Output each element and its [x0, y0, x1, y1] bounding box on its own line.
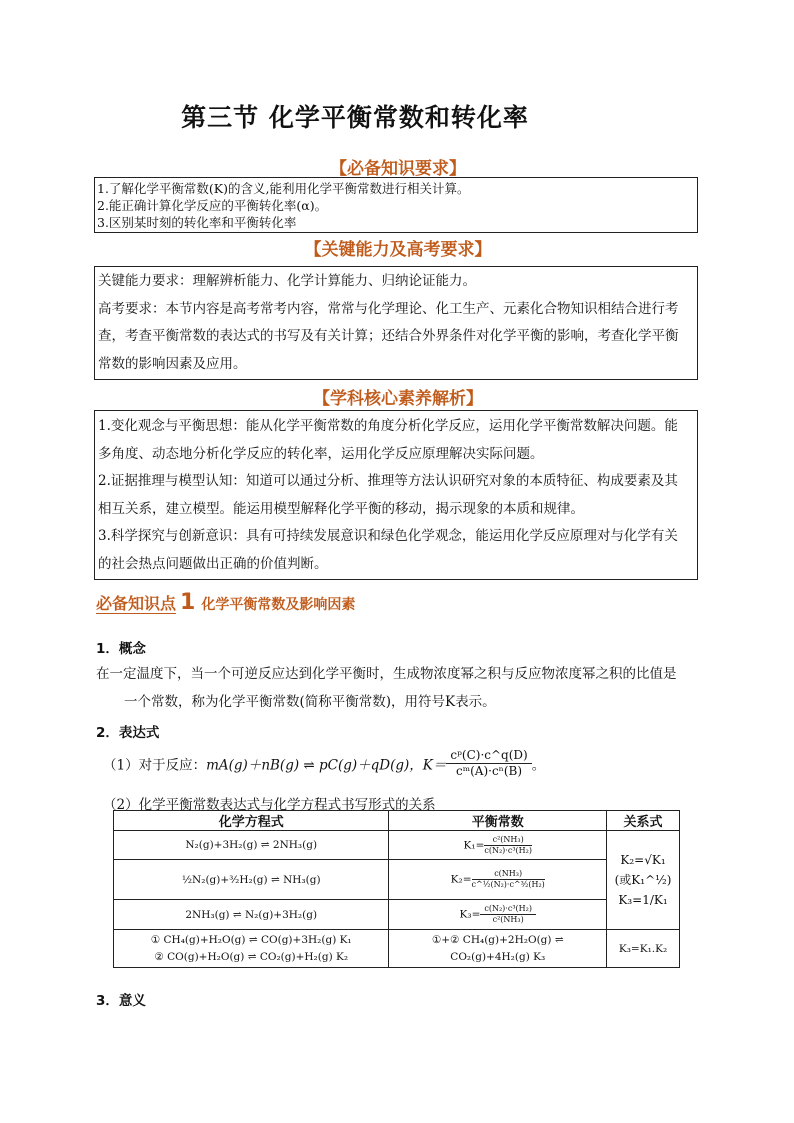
constant-cell: [389, 900, 607, 930]
equation-line: ② CO(g)+H₂O(g) ⇌ CO₂(g)+H₂(g) K₂: [154, 950, 349, 963]
literacy-line: 3.科学探究与创新意识：具有可持续发展意识和绿色化学观念，能运用化学反应原理对与化学有关: [98, 528, 678, 544]
knowledge-point-title: 化学平衡常数及影响因素: [201, 597, 356, 613]
constant-cell: [389, 930, 607, 968]
k-label: K₁=: [463, 839, 485, 851]
k-fraction: [446, 748, 531, 779]
ability-line: 查，考查平衡常数的表达式的书写及有关计算；还结合外界条件对化学平衡的影响，考查化学平衡: [98, 328, 679, 344]
literacy-line: 2.证据推理与模型认知：知道可以通过分析、推理等方法认识研究对象的本质特征、构成要素及其: [98, 473, 678, 489]
expression-reaction: mA(g)＋nB(g) ⇌ pC(g)＋qD(g)，K＝: [206, 757, 447, 774]
k-label: K₃=: [459, 908, 481, 921]
ability-line: 关键能力要求：理解辨析能力、化学计算能力、归纳论证能力。: [98, 273, 476, 289]
constant-cell: [389, 831, 607, 860]
k-denominator: c²(NH₃): [492, 915, 524, 924]
equation-line: ①+② CH₄(g)+2H₂O(g) ⇌: [431, 933, 564, 946]
section-heading-ability: 【关键能力及高考要求】: [304, 240, 492, 260]
ability-box: [94, 266, 698, 380]
k-denominator: c(N₂)·c³(H₂): [484, 845, 532, 855]
concept-heading: 1．概念: [96, 641, 146, 657]
expression-formula: （1）对于反应：mA(g)＋nB(g) ⇌ pC(g)＋qD(g)，K＝ $\frac{\text{cᵖ(C)·c\textasciicircum{}q(D)}}{\text{cᵐ(A)·cⁿ(B)}}$ 。: [103, 748, 546, 778]
expression-heading: 2．表达式: [96, 725, 160, 741]
concept-text-line2: 一个常数，称为化学平衡常数(简称平衡常数)，用符号K表示。: [124, 694, 496, 710]
relation-line: K₂=√K₁: [620, 853, 666, 867]
constant-cell: [389, 860, 607, 900]
relation-cell: [607, 831, 680, 930]
knowledge-line: 2.能正确计算化学反应的平衡转化率(α)。: [97, 198, 328, 213]
k-fraction: [472, 869, 545, 890]
meaning-heading: 3．意义: [96, 993, 146, 1009]
knowledge-line: 3.区别某时刻的转化率和平衡转化率: [97, 215, 297, 230]
relation-cell: K₃=K₁.K₂: [607, 930, 680, 968]
literacy-line: 相互关系，建立模型。能运用模型解释化学平衡的移动，揭示现象的本质和规律。: [98, 500, 584, 517]
knowledge-point-number: 1: [180, 590, 196, 615]
table-header: 关系式: [607, 811, 680, 831]
k-label: K₂=: [450, 873, 472, 886]
k-denominator: cᵐ(A)·cⁿ(B): [456, 764, 523, 778]
expression-item2: （2）化学平衡常数表达式与化学方程式书写形式的关系: [103, 797, 436, 813]
k-denominator: c^½(N₂)·c^³⁄₂(H₂): [471, 880, 545, 889]
section-heading-knowledge: 【必备知识要求】: [330, 159, 466, 179]
equation-cell: [114, 930, 389, 968]
literacy-line: 多角度、动态地分析化学反应的转化率，运用化学反应原理解决实际问题。: [98, 445, 544, 462]
ability-line: 常数的影响因素及应用。: [98, 355, 247, 372]
literacy-box: [94, 410, 698, 580]
k-fraction: [480, 904, 536, 925]
equation-cell: 2NH₃(g) ⇌ N₂(g)+3H₂(g): [114, 900, 389, 930]
relation-line: K₃=1/K₁: [618, 893, 668, 907]
table-row: [114, 930, 680, 968]
equation-cell: N₂(g)+3H₂(g) ⇌ 2NH₃(g): [114, 831, 389, 860]
k-numerator: cᵖ(C)·c^q(D): [446, 748, 531, 764]
k-fraction: [484, 835, 532, 856]
constant-table: [113, 810, 680, 968]
knowledge-point-heading: [96, 590, 355, 615]
ability-line: 高考要求：本节内容是高考常考内容，常常与化学理论、化工生产、元素化合物知识相结合进行考: [98, 300, 679, 317]
table-row: [114, 860, 680, 900]
literacy-line: 1.变化观念与平衡思想：能从化学平衡常数的角度分析化学反应，运用化学平衡常数解决问题。能: [98, 418, 678, 434]
equation-line: CO₂(g)+4H₂(g) K₃: [450, 950, 546, 963]
k-numerator: c(N₂)·c³(H₂): [480, 904, 536, 915]
k-numerator: c(NH₃): [472, 869, 545, 880]
equation-cell: ½N₂(g)+³⁄₂H₂(g) ⇌ NH₃(g): [114, 860, 389, 900]
equation-line: ① CH₄(g)+H₂O(g) ⇌ CO(g)+3H₂(g) K₁: [150, 933, 352, 946]
concept-text-line1: 在一定温度下，当一个可逆反应达到化学平衡时，生成物浓度幂之积与反应物浓度幂之积的比值是: [96, 666, 677, 682]
table-header: 化学方程式: [114, 811, 389, 831]
page-title: 第三节 化学平衡常数和转化率: [181, 103, 529, 132]
knowledge-line: 1.了解化学平衡常数(K)的含义,能利用化学平衡常数进行相关计算。: [97, 181, 470, 196]
table-row: [114, 900, 680, 930]
knowledge-point-prefix: 必备知识点: [96, 594, 177, 613]
expression-prefix: （1）对于反应：: [103, 757, 207, 774]
section-heading-literacy: 【学科核心素养解析】: [313, 389, 483, 409]
k-numerator: c²(NH₃): [484, 835, 532, 846]
literacy-line: 的社会热点问题做出正确的价值判断。: [98, 555, 328, 572]
table-row: [114, 831, 680, 860]
relation-line: (或K₁^½): [614, 873, 672, 887]
knowledge-box: [94, 177, 698, 233]
table-header: 平衡常数: [389, 811, 607, 831]
